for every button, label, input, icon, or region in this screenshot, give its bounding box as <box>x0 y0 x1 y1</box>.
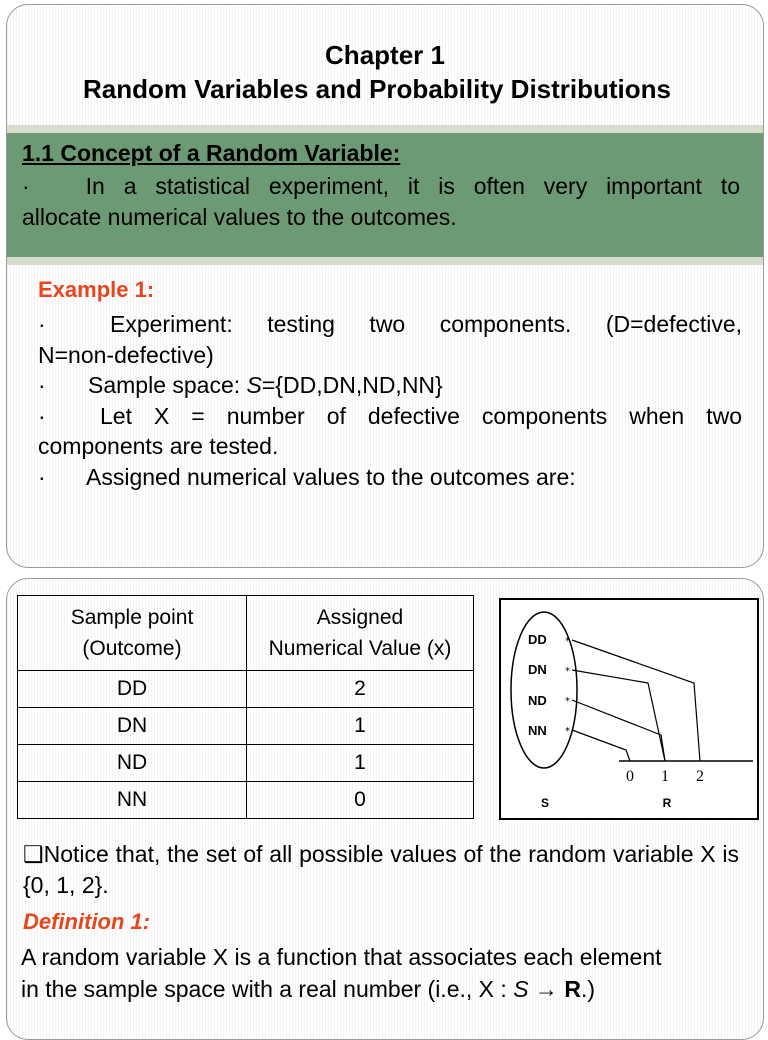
slide-2 <box>6 578 764 1040</box>
example-line-1 <box>38 309 742 340</box>
section-heading: 1.1 Concept of a Random Variable: <box>22 140 401 166</box>
example-title: Example 1: <box>38 277 155 302</box>
example-text-3a: Let X = number of defective components when two <box>100 402 742 429</box>
outcome-cell: DN <box>18 708 247 745</box>
sample-space-symbol: S <box>246 372 262 398</box>
checkbox-bullet-icon: ❑ <box>23 841 44 867</box>
point-marker-nd: * <box>565 696 570 707</box>
table-row <box>18 671 474 708</box>
tick-label-1: 1 <box>661 768 669 785</box>
header-assigned-value: Assigned Numerical Value (x) <box>247 596 474 671</box>
outcome-table <box>17 595 474 819</box>
definition-title: Definition 1: <box>23 909 151 934</box>
mapping-diagram <box>499 598 759 820</box>
band-bottom-stripe <box>7 257 763 265</box>
point-marker-nn: * <box>565 726 570 737</box>
example-text-1b: N=non-defective) <box>38 341 214 368</box>
outcome-labels <box>528 632 547 738</box>
example-text-3b: components are tested. <box>38 433 279 459</box>
mapping-line-dd <box>572 640 700 761</box>
mapping-line-nd <box>572 700 665 761</box>
outcome-cell: ND <box>18 745 247 782</box>
bullet: · <box>22 173 30 199</box>
table-row <box>18 782 474 819</box>
point-marker-dn: * <box>565 666 570 677</box>
table-header-row <box>18 596 474 671</box>
point-marker-dd: * <box>565 636 570 647</box>
notice-text <box>23 839 739 901</box>
value-cell: 1 <box>247 745 474 782</box>
definition-line-2: in the sample space with a real number (i.e., X : S → R.) <box>21 976 595 1002</box>
definition-body <box>21 941 755 1005</box>
outcome-label-nn: NN <box>528 723 547 738</box>
outcome-label-nd: ND <box>528 693 547 708</box>
value-cell: 0 <box>247 782 474 819</box>
definition-r-symbol: R <box>564 976 581 1002</box>
tick-label-0: 0 <box>626 768 634 785</box>
section-text-2: allocate numerical values to the outcomes. <box>22 204 457 230</box>
notice-body: Notice that, the set of all possible values of the random variable X is {0, 1, 2}. <box>23 841 739 898</box>
arrow-icon: → <box>528 976 565 1002</box>
band-top-stripe <box>7 125 763 133</box>
set-s-label: S <box>540 796 550 810</box>
section-body <box>22 171 740 233</box>
example-body <box>38 309 742 492</box>
bullet: · <box>38 311 46 337</box>
outcome-label-dd: DD <box>528 632 547 647</box>
example-line-4 <box>38 462 742 493</box>
example-line-3 <box>38 401 742 432</box>
table-row <box>18 745 474 782</box>
definition-s-symbol: S <box>513 976 529 1002</box>
chapter-subtitle: Random Variables and Probability Distributions <box>83 74 671 104</box>
mapping-lines <box>565 636 700 761</box>
slide-1 <box>6 4 764 568</box>
section-text-1: In a statistical experiment, it is often very important to <box>85 173 740 199</box>
header-sample-point: Sample point (Outcome) <box>18 596 247 671</box>
table-row <box>18 708 474 745</box>
outcome-cell: NN <box>18 782 247 819</box>
example-line-2 <box>38 370 742 401</box>
mapping-diagram-svg <box>501 600 757 818</box>
mapping-line-nn <box>572 730 630 761</box>
example-text-4: Assigned numerical values to the outcomes are: <box>86 463 576 490</box>
sample-space-set: ={DD,DN,ND,NN} <box>261 372 443 398</box>
value-cell: 1 <box>247 708 474 745</box>
chapter-title: Chapter 1 <box>325 40 445 70</box>
bullet: · <box>38 372 46 398</box>
bullet: · <box>38 463 46 490</box>
set-r-label: R <box>662 796 672 810</box>
example-text-1a: Experiment: testing two components. (D=defective, <box>110 311 742 337</box>
value-cell: 2 <box>247 671 474 708</box>
example-text-2: Sample space: <box>88 372 247 398</box>
tick-label-2: 2 <box>696 768 704 785</box>
bullet: · <box>38 402 46 429</box>
definition-line-1: A random variable X is a function that associates each element <box>21 944 662 970</box>
outcome-label-dn: DN <box>528 662 547 677</box>
outcome-cell: DD <box>18 671 247 708</box>
section-line-1 <box>22 171 740 202</box>
